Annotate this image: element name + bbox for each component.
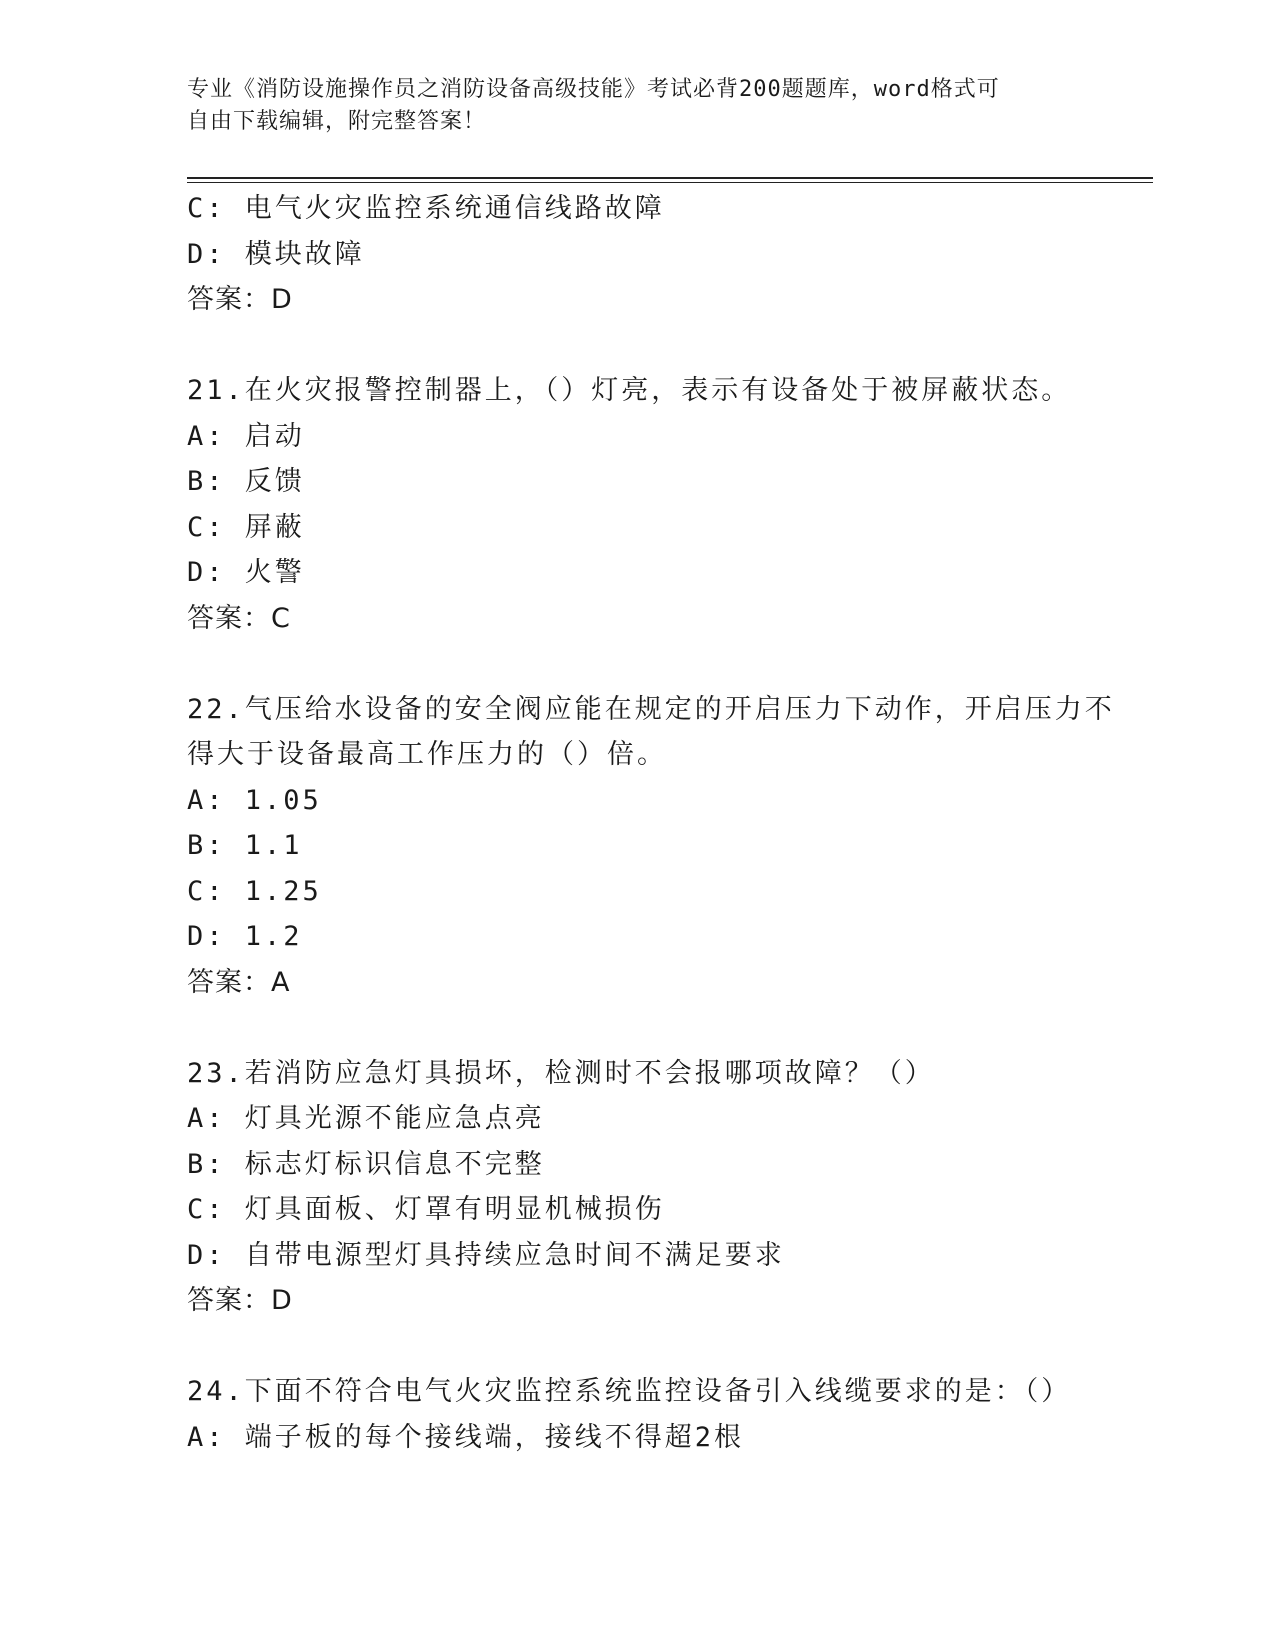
question-stem: 23.若消防应急灯具损坏，检测时不会报哪项故障？（）: [187, 1057, 935, 1089]
option-b: B: 标志灯标识信息不完整: [187, 1148, 545, 1180]
option-c: C: 灯具面板、灯罩有明显机械损伤: [187, 1194, 665, 1225]
document-header: [187, 74, 1067, 138]
option-a: A: 启动: [187, 420, 305, 452]
option-c: C: 1.25: [187, 875, 322, 907]
option-c: C: 电气火灾监控系统通信线路故障: [187, 193, 665, 224]
option-d: D: 模块故障: [187, 238, 365, 270]
answer-line: 答案：D: [187, 284, 293, 315]
header-line-1: 专业《消防设施操作员之消防设备高级技能》考试必背200题题库，word格式可: [187, 77, 1000, 102]
question-stem-continued: 得大于设备最高工作压力的（）倍。: [187, 739, 667, 770]
question-23: [187, 1051, 1087, 1324]
header-rule-thin: [187, 182, 1153, 183]
option-a: A: 灯具光源不能应急点亮: [187, 1103, 545, 1134]
answer-line: 答案：C: [187, 602, 291, 634]
question-stem: 22.气压给水设备的安全阀应能在规定的开启压力下动作，开启压力不: [187, 693, 1115, 725]
question-22: [187, 687, 1115, 1006]
previous-question-tail: [187, 186, 1087, 323]
answer-line: 答案：A: [187, 966, 291, 998]
header-line-2: 自由下载编辑，附完整答案！: [187, 109, 487, 134]
question-stem: 21.在火灾报警控制器上，（）灯亮，表示有设备处于被屏蔽状态。: [187, 375, 1072, 406]
option-a: A: 端子板的每个接线端，接线不得超2根: [187, 1421, 745, 1453]
header-rule-thick: [187, 177, 1153, 179]
question-21: [187, 368, 1087, 641]
question-list: [187, 186, 1115, 1460]
option-b: B: 反馈: [187, 466, 305, 497]
option-b: B: 1.1: [187, 830, 303, 861]
option-a: A: 1.05: [187, 784, 322, 816]
option-d: D: 自带电源型灯具持续应急时间不满足要求: [187, 1239, 785, 1271]
answer-line: 答案：D: [187, 1285, 293, 1316]
option-c: C: 屏蔽: [187, 511, 305, 543]
question-stem: 24.下面不符合电气火灾监控系统监控设备引入线缆要求的是：（）: [187, 1376, 1072, 1407]
option-d: D: 火警: [187, 557, 305, 588]
option-d: D: 1.2: [187, 921, 303, 952]
question-24: [187, 1369, 1087, 1460]
